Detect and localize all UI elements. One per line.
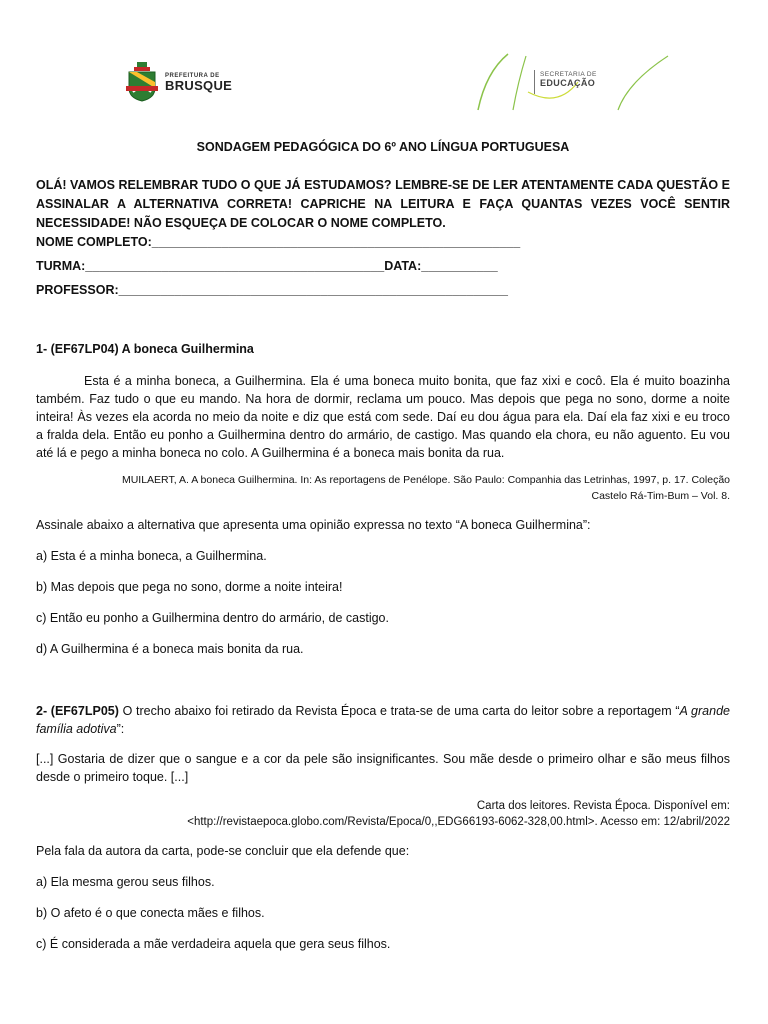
question-1-option-c[interactable]: c) Então eu ponho a Guilhermina dentro do armário, de castigo. xyxy=(36,611,389,625)
page-header xyxy=(0,0,768,120)
question-2-heading xyxy=(36,702,730,738)
turma-data-field: TURMA:___________________________________________DATA:___________ xyxy=(36,259,498,273)
question-2-quote: [...] Gostaria de dizer que o sangue e a cor da pele são insignificantes. Sou mãe desde o primeiro olhar e são meus filhos desde o primeiro toque. [...] xyxy=(36,752,730,784)
question-1-option-d[interactable]: d) A Guilhermina é a boneca mais bonita da rua. xyxy=(36,642,304,656)
question-2-intro: O trecho abaixo foi retirado da Revista Época e trata-se de uma carta do leitor sobre a reportagem “ xyxy=(118,704,680,718)
question-2-option-c[interactable]: c) É considerada a mãe verdadeira aquela que gera seus filhos. xyxy=(36,937,391,951)
nome-field: NOME COMPLETO:_____________________________________________________ xyxy=(36,235,521,249)
question-2-intro-end: ”: xyxy=(116,722,125,736)
brusque-crest-icon xyxy=(125,62,159,102)
question-1-option-b[interactable]: b) Mas depois que pega no sono, dorme a noite inteira! xyxy=(36,580,343,594)
secretaria-divider xyxy=(534,70,535,94)
intro-text: OLÁ! VAMOS RELEMBRAR TUDO O QUE JÁ ESTUDAMOS? LEMBRE-SE DE LER ATENTAMENTE CADA QUESTÃO E ASSINALAR A ALTERNATIVA CORRETA! CAPRICHE NA LEITURA E FAÇA QUANTAS VEZES VOCÊ SENTIR NECESSIDADE! NÃO ESQUEÇA DE COLOCAR O NOME COMPLETO. xyxy=(36,178,730,230)
page-title: SONDAGEM PEDAGÓGICA DO 6º ANO LÍNGUA PORTUGUESA xyxy=(196,140,570,154)
question-1-prompt: Assinale abaixo a alternativa que apresenta uma opinião expressa no texto “A boneca Guilhermina”: xyxy=(36,518,591,532)
prefeitura-label: PREFEITURA DE xyxy=(165,72,220,79)
question-2-code: 2- (EF67LP05) xyxy=(36,704,119,718)
document-body xyxy=(36,138,730,953)
question-2-article-title: A grande família adotiva xyxy=(36,704,730,736)
question-2-prompt: Pela fala da autora da carta, pode-se concluir que ela defende que: xyxy=(36,844,410,858)
question-2-option-a[interactable]: a) Ela mesma gerou seus filhos. xyxy=(36,875,215,889)
prefeitura-logo xyxy=(125,62,232,102)
secretaria-label: SECRETARIA DE xyxy=(540,71,597,78)
reference-line: <http://revistaepoca.globo.com/Revista/Epoca/0,,EDG66193-6062-328,00.html>. Acesso em: 12/abril/2022 xyxy=(187,816,730,828)
question-1-heading: 1- (EF67LP04) A boneca Guilhermina xyxy=(36,342,254,356)
educacao-label: EDUCAÇÃO xyxy=(540,77,596,88)
question-1-text: Esta é a minha boneca, a Guilhermina. Ela é uma boneca muito bonita, que faz xixi e cocô. Ela é muito boazinha também. Faz tudo o que eu mando. Na hora de dormir, reclama um pouco. Mas depois que pega no sono, dorme a noite inteira! Às vezes ela acorda no meio da noite e diz que está com sede. Daí eu dou água para ela. Daí ela faz xixi e eu troco a fralda dela. Então eu ponho a Guilhermina dentro do armário, de castigo. Mas quando ela chora, eu não aguento. Eu vou até lá e pego a minha boneca no colo. A Guilhermina é a boneca mais bonita da rua. xyxy=(36,374,730,460)
reference-line: MUILAERT, A. A boneca Guilhermina. In: As reportagens de Penélope. São Paulo: Companhia das Letrinhas, 1997, p. 17. Coleção xyxy=(121,474,730,486)
brusque-label: BRUSQUE xyxy=(165,77,233,93)
reference-line: Carta dos leitores. Revista Época. Disponível em: xyxy=(476,800,730,812)
question-1-option-a[interactable]: a) Esta é a minha boneca, a Guilhermina. xyxy=(36,549,267,563)
reference-line: Castelo Rá-Tim-Bum – Vol. 8. xyxy=(591,490,730,502)
professor-field: PROFESSOR:________________________________________________________ xyxy=(36,283,508,297)
question-2-reference xyxy=(36,798,730,830)
question-2-option-b[interactable]: b) O afeto é o que conecta mães e filhos. xyxy=(36,906,265,920)
question-1-reference xyxy=(36,472,730,504)
